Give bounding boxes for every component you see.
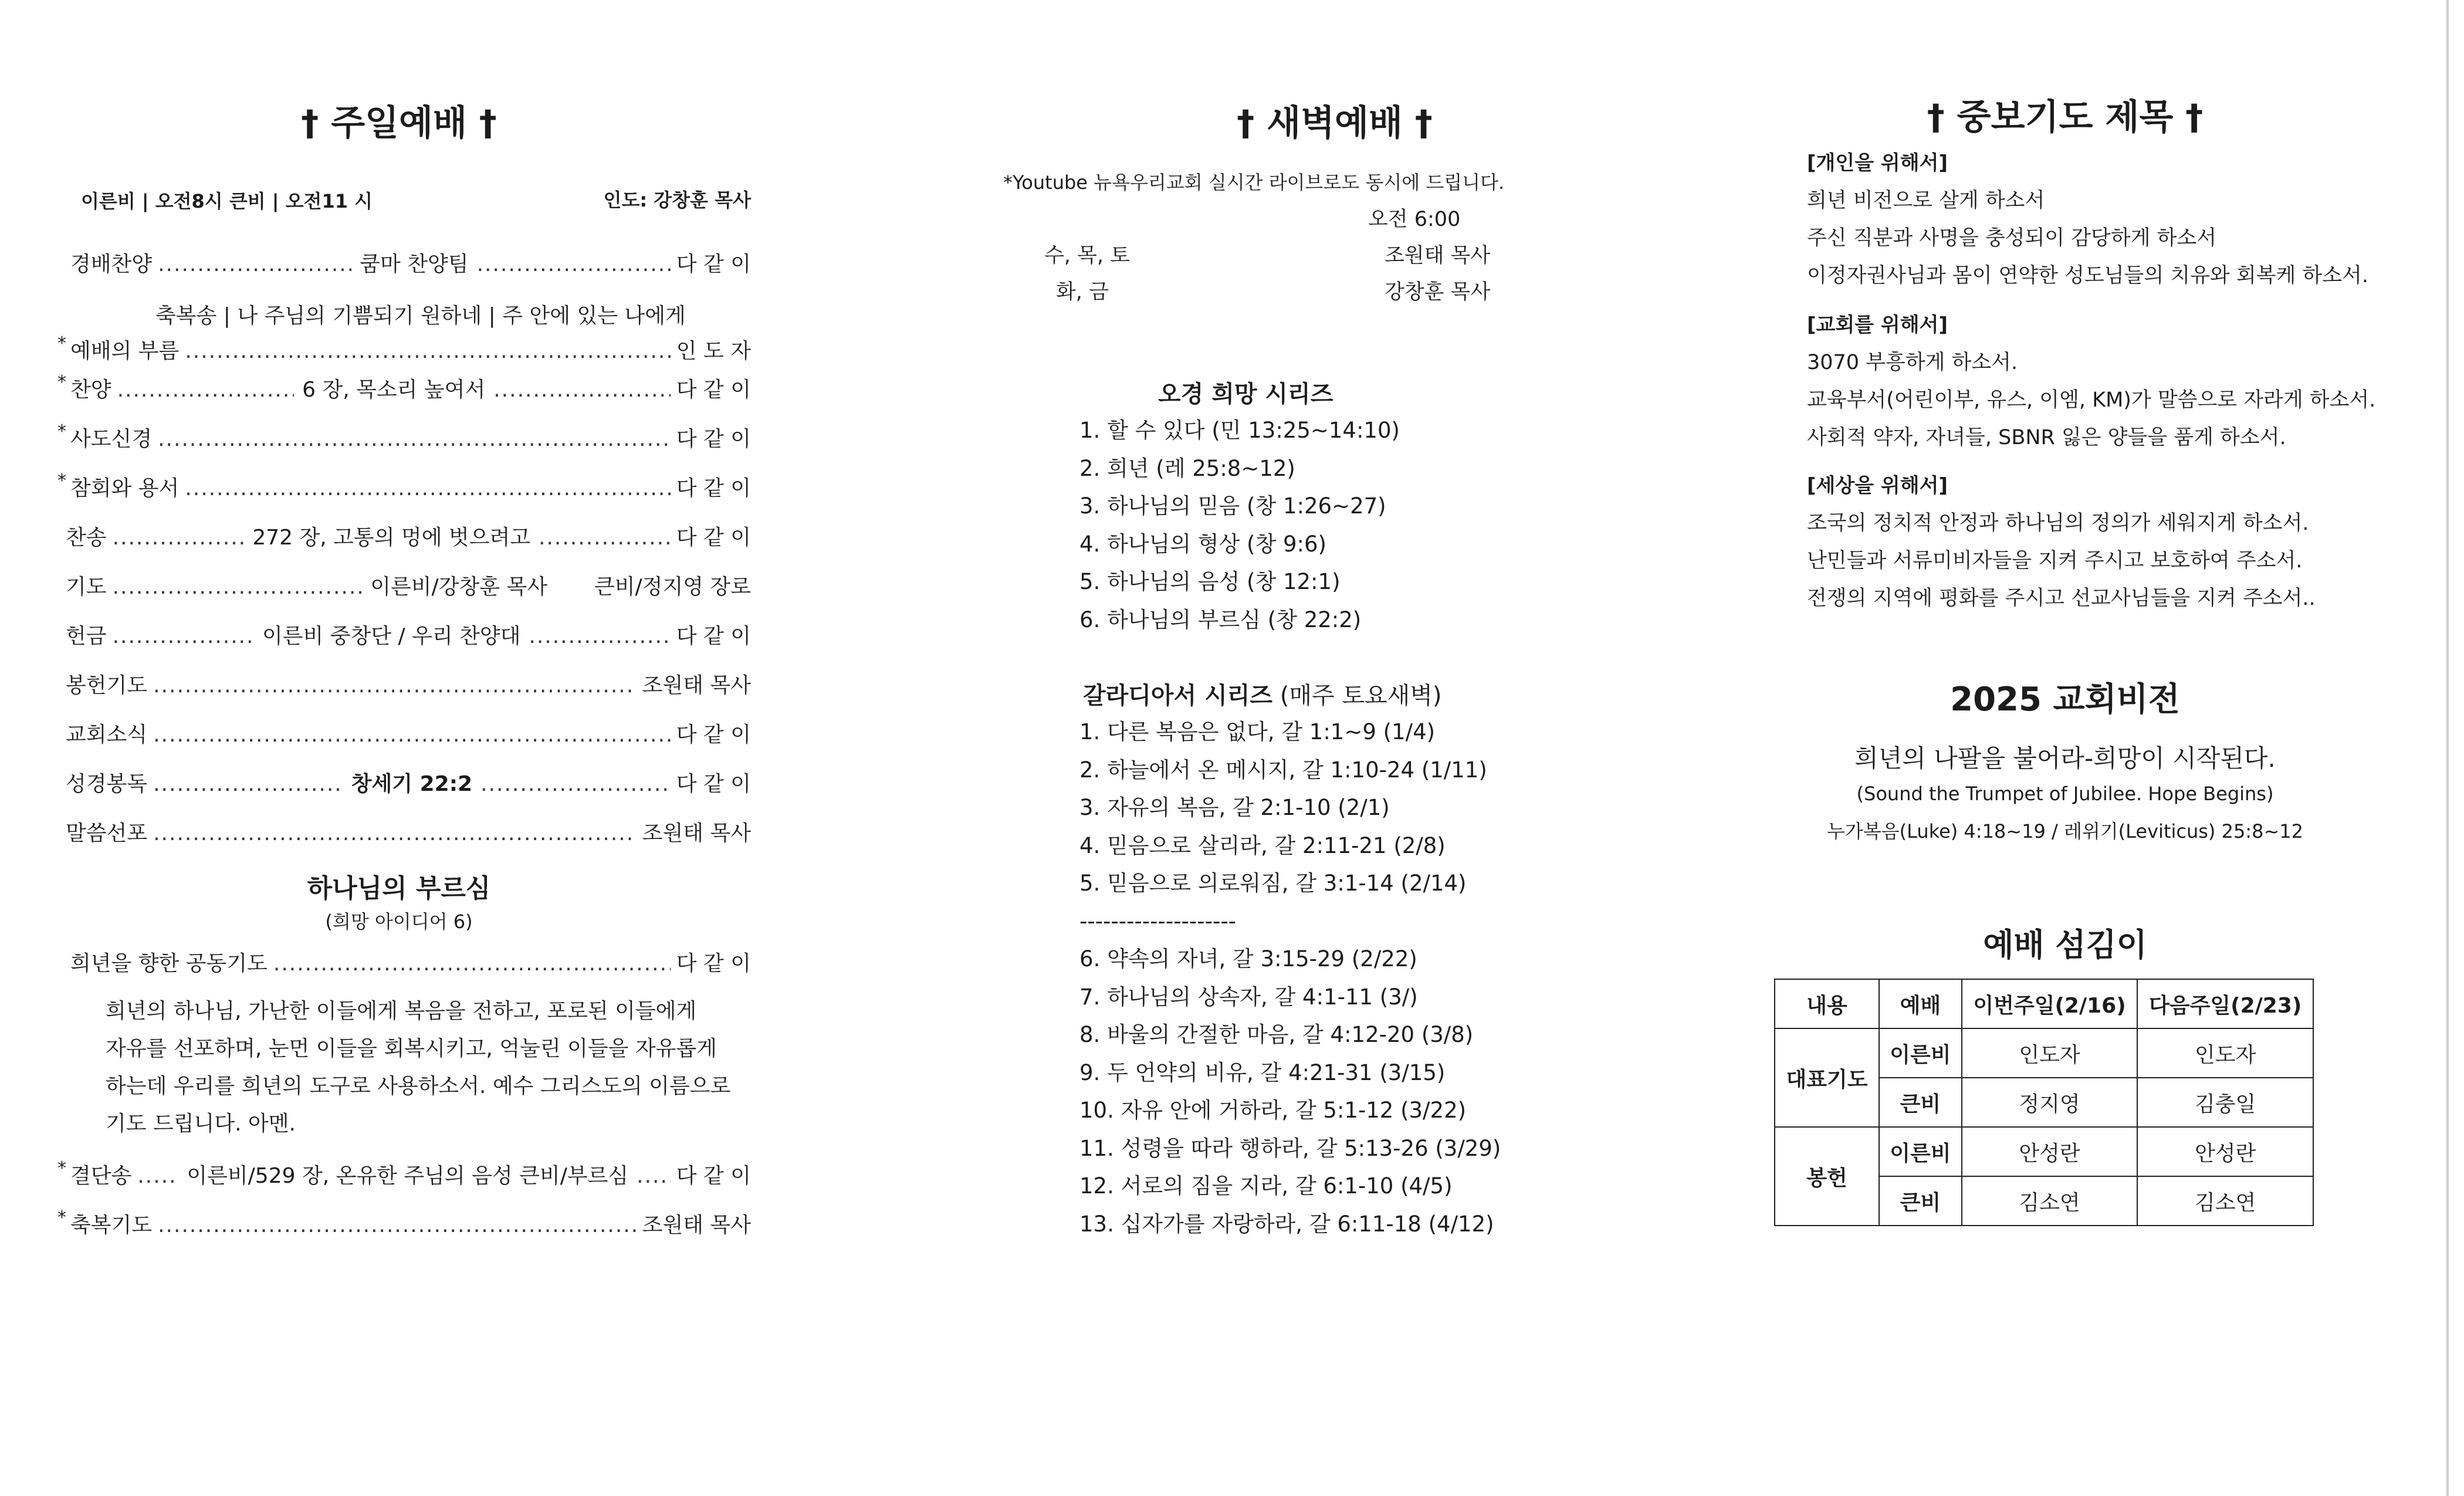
dawn-worship-title: † 새벽예배 † bbox=[1237, 103, 1433, 144]
prayer-line: 자유를 선포하며, 눈먼 이들을 회복시키고, 억눌린 이들을 자유롭게 bbox=[106, 1037, 717, 1061]
prayer-group-world bbox=[1807, 467, 2316, 617]
group-cell: 봉헌 bbox=[1775, 1127, 1879, 1226]
order-person: 인 도 자 bbox=[676, 339, 751, 363]
leader-dots bbox=[158, 1213, 637, 1237]
order-row bbox=[66, 718, 751, 748]
list-item: 6. 하나님의 부르심 (창 22:2) bbox=[1079, 607, 1362, 632]
list-item: 1. 다른 복음은 없다, 갈 1:1~9 (1/4) bbox=[1079, 719, 1436, 744]
order-label: 기도 bbox=[66, 575, 107, 599]
schedule-days: 수, 목, 토 bbox=[1044, 244, 1130, 268]
list-item: 조국의 정치적 안정과 하나님의 정의가 세워지게 하소서. bbox=[1807, 512, 2309, 535]
series-divider: -------------------- bbox=[1079, 908, 1237, 934]
youtube-live-note: *Youtube 뉴욕우리교회 실시간 라이브로도 동시에 드립니다. bbox=[1003, 171, 1505, 194]
service-cell: 큰비 bbox=[1879, 1078, 1962, 1127]
order-detail: 6 장, 목소리 높여서 bbox=[302, 378, 486, 402]
order-person: 조원태 목사 bbox=[642, 673, 751, 698]
list-item: 3. 하나님의 믿음 (창 1:26~27) bbox=[1079, 493, 1386, 519]
order-label: 결단송 bbox=[70, 1164, 132, 1188]
order-row bbox=[66, 669, 751, 699]
prayer-line: 하는데 우리를 희년의 도구로 사용하소서. 예수 그리스도의 이름으로 bbox=[106, 1074, 731, 1098]
schedule-pastor: 조원태 목사 bbox=[1385, 244, 1491, 268]
list-item: 사회적 약자, 자녀들, SBNR 잃은 양들을 품게 하소서. bbox=[1807, 426, 2286, 449]
stand-marker: * bbox=[57, 333, 66, 354]
list-item: 희년 비전으로 살게 하소서 bbox=[1807, 189, 2045, 212]
next-week-cell: 김충일 bbox=[2137, 1078, 2313, 1127]
order-label: 예배의 부름 bbox=[70, 339, 180, 363]
pentateuch-series-title: 오경 희망 시리즈 bbox=[1158, 381, 1333, 408]
stand-marker: * bbox=[57, 1158, 66, 1179]
order-person: 다 같 이 bbox=[676, 772, 752, 796]
order-detail: 이른비/강창훈 목사 bbox=[370, 575, 547, 599]
leader-dots bbox=[113, 526, 245, 550]
order-label: 경배찬양 bbox=[70, 252, 153, 276]
list-item: 5. 하나님의 음성 (창 12:1) bbox=[1079, 569, 1341, 594]
sermon-title: 하나님의 부르심 bbox=[307, 874, 491, 903]
order-person: 조원태 목사 bbox=[642, 821, 751, 845]
stand-marker: * bbox=[57, 471, 66, 491]
list-item: 2. 하늘에서 온 메시지, 갈 1:10-24 (1/11) bbox=[1079, 757, 1487, 783]
leader-dots bbox=[529, 624, 670, 648]
worship-times: 이른비 | 오전8시 큰비 | 오전11 시 bbox=[81, 190, 373, 212]
order-person: 다 같 이 bbox=[676, 476, 751, 500]
leader-dots bbox=[113, 575, 363, 599]
table-header-row bbox=[1775, 979, 2313, 1028]
leader-dots bbox=[158, 252, 351, 276]
this-week-cell: 김소연 bbox=[1962, 1176, 2138, 1226]
prayer-line: 희년의 하나님, 가난한 이들에게 복음을 전하고, 포로된 이들에게 bbox=[106, 999, 697, 1023]
prayer-group-church bbox=[1807, 306, 2375, 456]
order-person: 다 같 이 bbox=[676, 427, 751, 451]
order-row bbox=[57, 333, 751, 364]
order-row bbox=[66, 570, 751, 600]
list-item: 전쟁의 지역에 평화를 주시고 선교사님들을 지켜 주소서.. bbox=[1807, 587, 2316, 610]
order-label: 참회와 용서 bbox=[70, 476, 180, 500]
vision-scripture: 누가복음(Luke) 4:18~19 / 레위기(Leviticus) 25:8~12 bbox=[1827, 820, 2303, 842]
blessing-song-line: 축복송 | 나 주님의 기쁨되기 원하네 | 주 안에 있는 나에게 bbox=[155, 304, 686, 328]
service-team-title: 예배 섬김이 bbox=[1983, 926, 2147, 963]
this-week-cell: 안성란 bbox=[1962, 1127, 2138, 1176]
jubilee-prayer-text bbox=[106, 993, 730, 1143]
leader-dots bbox=[153, 772, 343, 796]
order-person: 다 같 이 bbox=[676, 723, 751, 747]
this-week-cell: 정지영 bbox=[1962, 1078, 2138, 1127]
order-detail: 이른비 중창단 / 우리 찬양대 bbox=[262, 624, 521, 648]
list-item: 3. 자유의 복음, 갈 2:1-10 (2/1) bbox=[1079, 795, 1390, 820]
galatians-series-note: (매주 토요새벽) bbox=[1272, 682, 1442, 709]
leader-dots bbox=[539, 526, 671, 550]
intercession-title: † 중보기도 제목 † bbox=[1927, 97, 2204, 138]
group-cell: 대표기도 bbox=[1775, 1028, 1879, 1127]
prayer-line: 기도 드립니다. 아멘. bbox=[106, 1112, 296, 1136]
worship-leader: 인도: 강창훈 목사 bbox=[603, 189, 751, 211]
order-person: 조원태 목사 bbox=[642, 1213, 751, 1237]
list-item: 6. 약속의 자녀, 갈 3:15-29 (2/22) bbox=[1079, 946, 1417, 972]
dawn-time: 오전 6:00 bbox=[1368, 208, 1461, 231]
scripture-reference: 창세기 22:2 bbox=[351, 772, 473, 796]
vision-korean: 희년의 나팔을 불어라-희망이 시작된다. bbox=[1854, 744, 2276, 773]
leader-dots bbox=[185, 476, 670, 500]
sunday-worship-column bbox=[47, 0, 751, 1496]
order-row bbox=[70, 248, 751, 277]
list-item: 11. 성령을 따라 행하라, 갈 5:13-26 (3/29) bbox=[1079, 1135, 1501, 1161]
leader-dots bbox=[493, 378, 671, 402]
intercession-column bbox=[1772, 0, 2376, 1496]
list-item: 13. 십자가를 자랑하라, 갈 6:11-18 (4/12) bbox=[1079, 1211, 1494, 1237]
leader-dots bbox=[153, 821, 637, 845]
galatians-series-title: 갈라디아서 시리즈 bbox=[1083, 682, 1273, 709]
dawn-worship-column bbox=[968, 0, 1701, 1496]
order-row bbox=[57, 421, 751, 452]
list-item: 1. 할 수 있다 (민 13:25~14:10) bbox=[1079, 418, 1400, 443]
list-item: 5. 믿음으로 의로워짐, 갈 3:1-14 (2/14) bbox=[1079, 871, 1467, 896]
order-row bbox=[66, 521, 751, 551]
order-person: 다 같 이 bbox=[676, 624, 752, 648]
joint-prayer-row bbox=[70, 947, 751, 977]
order-row bbox=[66, 767, 751, 797]
order-person: 다 같 이 bbox=[676, 252, 751, 276]
order-row bbox=[57, 372, 751, 403]
list-item: 3070 부흥하게 하소서. bbox=[1807, 351, 2018, 374]
benediction-row bbox=[57, 1207, 751, 1238]
order-label: 말씀선포 bbox=[66, 821, 148, 845]
order-label: 교회소식 bbox=[66, 723, 148, 747]
closing-song-row bbox=[57, 1158, 751, 1189]
column-header: 이번주일(2/16) bbox=[1962, 979, 2138, 1028]
service-cell: 이른비 bbox=[1879, 1028, 1962, 1078]
leader-dots bbox=[480, 772, 671, 796]
order-row bbox=[57, 471, 751, 502]
scan-edge-line bbox=[2446, 0, 2449, 1496]
list-item: 7. 하나님의 상속자, 갈 4:1-11 (3/) bbox=[1079, 984, 1418, 1010]
next-week-cell: 인도자 bbox=[2137, 1028, 2313, 1078]
schedule-pastor: 강창훈 목사 bbox=[1385, 280, 1491, 304]
leader-dots bbox=[185, 339, 670, 363]
stand-marker: * bbox=[57, 372, 66, 392]
stand-marker: * bbox=[57, 1207, 66, 1228]
service-cell: 큰비 bbox=[1879, 1176, 1962, 1226]
list-item: 9. 두 언약의 비유, 갈 4:21-31 (3/15) bbox=[1079, 1060, 1446, 1085]
order-label: 찬양 bbox=[70, 378, 111, 402]
schedule-days: 화, 금 bbox=[1056, 280, 1109, 304]
leader-dots bbox=[113, 624, 254, 648]
order-row bbox=[66, 620, 751, 649]
leader-dots bbox=[158, 427, 671, 451]
order-person: 다 같 이 bbox=[676, 526, 752, 550]
vision-english: (Sound the Trumpet of Jubilee. Hope Begins) bbox=[1856, 783, 2274, 805]
list-item: 12. 서로의 짐을 지라, 갈 6:1-10 (4/5) bbox=[1079, 1173, 1453, 1199]
order-label: 성경봉독 bbox=[66, 772, 148, 796]
prayer-group-heading: [개인을 위해서] bbox=[1807, 151, 1948, 175]
list-item: 2. 희년 (레 25:8~12) bbox=[1079, 455, 1295, 481]
column-header: 내용 bbox=[1775, 979, 1879, 1028]
list-item: 10. 자유 안에 거하라, 갈 5:1-12 (3/22) bbox=[1079, 1098, 1467, 1123]
service-cell: 이른비 bbox=[1879, 1127, 1962, 1176]
list-item: 4. 하나님의 형상 (창 9:6) bbox=[1079, 531, 1326, 557]
order-detail: 272 장, 고통의 멍에 벗으려고 bbox=[252, 526, 531, 550]
table-row bbox=[1775, 1127, 2313, 1176]
prayer-group-heading: [교회를 위해서] bbox=[1807, 313, 1948, 337]
order-detail: 이른비/529 장, 온유한 주님의 음성 큰비/부르심 bbox=[187, 1164, 629, 1188]
list-item: 주신 직분과 사명을 충성되이 감당하게 하소서 bbox=[1807, 226, 2217, 250]
next-week-cell: 안성란 bbox=[2137, 1127, 2313, 1176]
leader-dots bbox=[153, 673, 637, 698]
order-label: 축복기도 bbox=[70, 1213, 153, 1237]
leader-dots bbox=[273, 952, 671, 976]
vision-title: 2025 교회비전 bbox=[1950, 681, 2180, 719]
pentateuch-series-list bbox=[1079, 412, 1400, 639]
sermon-subtitle: (희망 아이디어 6) bbox=[325, 911, 473, 933]
order-person: 큰비/정지영 장로 bbox=[594, 575, 751, 599]
list-item: 이정자권사님과 몸이 연약한 성도님들의 치유와 회복케 하소서. bbox=[1807, 264, 2368, 287]
galatians-series-heading bbox=[1083, 677, 1442, 710]
order-detail: 쿰마 찬양팀 bbox=[360, 252, 469, 276]
leader-dots bbox=[137, 1164, 178, 1188]
galatians-series-list bbox=[1079, 713, 1501, 1243]
order-person: 다 같 이 bbox=[676, 1164, 751, 1188]
stand-marker: * bbox=[57, 421, 66, 442]
leader-dots bbox=[637, 1164, 671, 1188]
column-header: 예배 bbox=[1879, 979, 1962, 1028]
order-person: 다 같 이 bbox=[676, 378, 751, 402]
order-label: 헌금 bbox=[66, 624, 107, 648]
prayer-group-personal bbox=[1807, 144, 2368, 295]
list-item: 8. 바울의 간절한 마음, 갈 4:12-20 (3/8) bbox=[1079, 1022, 1474, 1047]
list-item: 난민들과 서류미비자들을 지켜 주시고 보호하여 주소서. bbox=[1807, 549, 2303, 573]
table-row bbox=[1775, 1028, 2313, 1078]
order-label: 희년을 향한 공동기도 bbox=[70, 952, 268, 976]
service-team-table bbox=[1774, 979, 2314, 1226]
list-item: 4. 믿음으로 살리라, 갈 2:11-21 (2/8) bbox=[1079, 832, 1446, 858]
order-label: 봉헌기도 bbox=[66, 673, 148, 698]
list-item: 교육부서(어린이부, 유스, 이엠, KM)가 말씀으로 자라게 하소서. bbox=[1807, 388, 2376, 412]
column-header: 다음주일(2/23) bbox=[2137, 979, 2313, 1028]
leader-dots bbox=[153, 723, 671, 747]
sunday-worship-title: † 주일예배 † bbox=[301, 103, 497, 144]
next-week-cell: 김소연 bbox=[2137, 1176, 2313, 1226]
order-row bbox=[66, 817, 751, 847]
leader-dots bbox=[477, 252, 671, 276]
prayer-group-heading: [세상을 위해서] bbox=[1807, 474, 1948, 497]
order-label: 찬송 bbox=[66, 526, 107, 550]
order-person: 다 같 이 bbox=[676, 952, 751, 976]
leader-dots bbox=[117, 378, 295, 402]
order-label: 사도신경 bbox=[70, 427, 153, 451]
this-week-cell: 인도자 bbox=[1962, 1028, 2138, 1078]
